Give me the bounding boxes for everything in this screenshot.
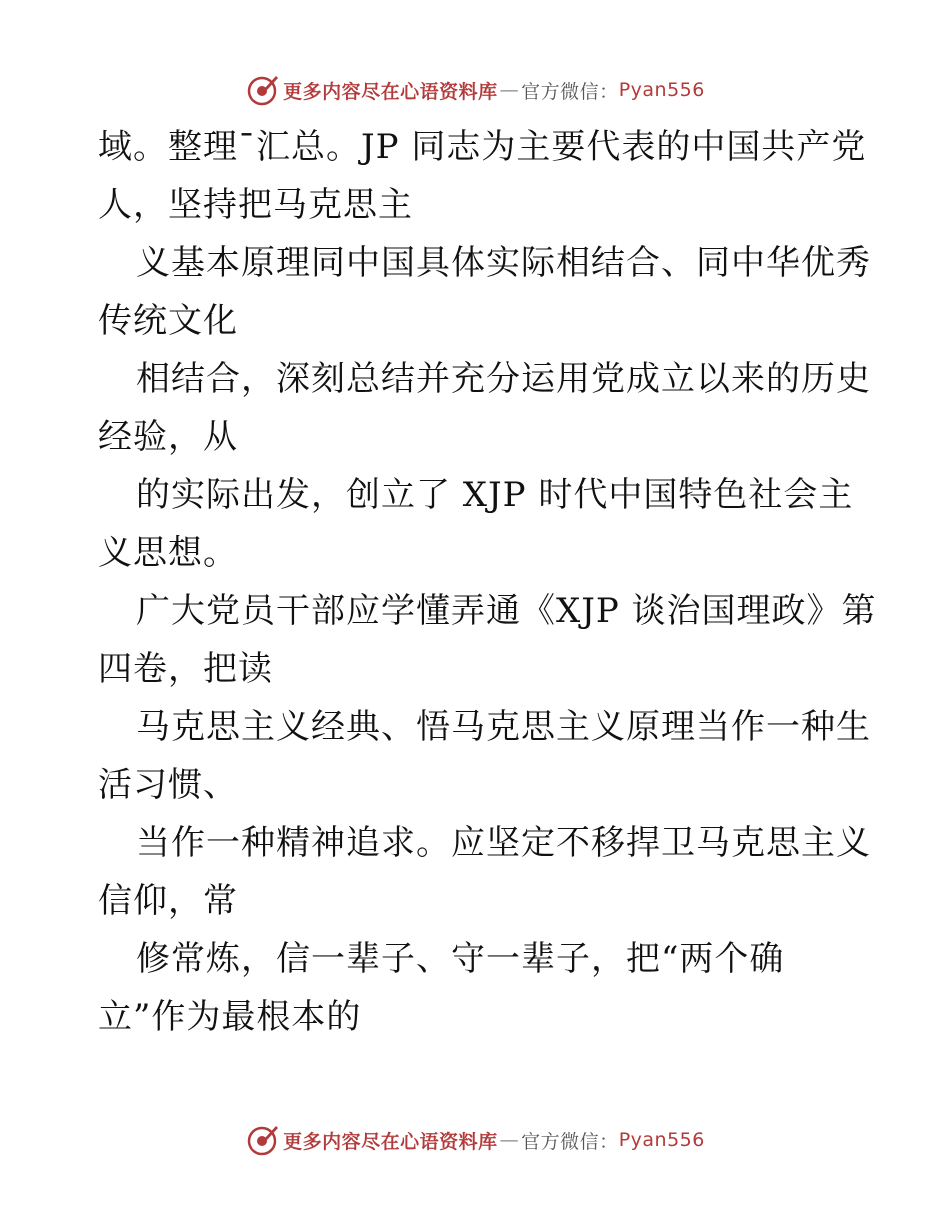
banner-wechat-id: Pyan556 [618,1129,705,1151]
banner-dash: — [499,79,520,101]
banner-wechat-id: Pyan556 [618,79,705,101]
text-line: 当作一种精神追求。应坚定不移捍卫马克思主义 [136,823,871,863]
quill-logo-icon [245,73,279,107]
banner-main-text: 更多内容尽在心语资料库 [283,80,498,103]
banner-official-label: 官方微信： [521,1130,619,1153]
text-line: 广大党员干部应学懂弄通《XJP 谈治国理政》第 [136,591,877,631]
text-line: 修常炼，信一辈子、守一辈子，把“两个确 [136,939,785,979]
text-line: 义思想。 [98,533,238,573]
text-line: 经验，从 [98,417,238,457]
footer-banner [0,1120,950,1160]
text-line: 立”作为最根本的 [98,997,362,1037]
text-line: 域。整理¯汇总。JP 同志为主要代表的中国共产党 [98,127,867,167]
text-line: 活习惯、 [98,765,238,805]
text-line: 传统文化 [98,301,238,341]
text-line: 人，坚持把马克思主 [98,185,413,225]
banner-official-label: 官方微信： [521,80,619,103]
banner-main-text: 更多内容尽在心语资料库 [283,1130,498,1153]
banner-dash: — [499,1129,520,1151]
text-line: 义基本原理同中国具体实际相结合、同中华优秀 [136,243,871,283]
text-line: 四卷，把读 [98,649,273,689]
header-banner [0,70,950,110]
quill-logo-icon [245,1123,279,1157]
text-line: 马克思主义经典、悟马克思主义原理当作一种生 [136,707,871,747]
text-line: 的实际出发，创立了 XJP 时代中国特色社会主 [136,475,854,515]
text-line: 信仰，常 [98,881,238,921]
body-text [98,118,877,1046]
text-line: 相结合，深刻总结并充分运用党成立以来的历史 [136,359,871,399]
